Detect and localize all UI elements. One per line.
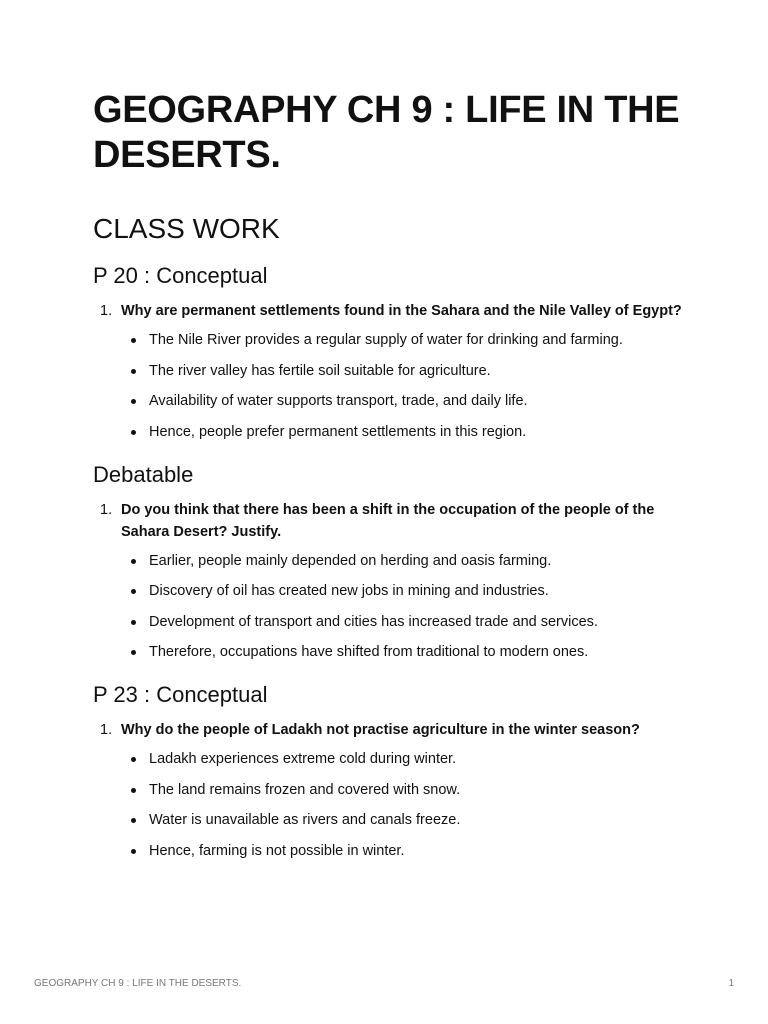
footer-title: GEOGRAPHY CH 9 : LIFE IN THE DESERTS. [34, 978, 242, 989]
section-p20-conceptual [93, 262, 693, 443]
answer-text: Earlier, people mainly depended on herding and oasis farming. [149, 552, 552, 569]
answer-text: Hence, people prefer permanent settlements in this region. [149, 423, 527, 440]
answer-list [121, 329, 693, 443]
bullet-icon [131, 788, 136, 793]
bullet-icon [131, 849, 136, 854]
answer-text: Ladakh experiences extreme cold during winter. [149, 751, 457, 767]
answer-item [121, 550, 693, 572]
question-list [93, 719, 693, 862]
answer-text: Therefore, occupations have shifted from traditional to modern ones. [149, 644, 589, 660]
bullet-icon [131, 430, 136, 435]
section-p23-conceptual [93, 681, 693, 862]
answer-item [121, 641, 693, 663]
question-number: 1. [100, 501, 113, 518]
answer-text: Availability of water supports transport, trade, and daily life. [149, 393, 528, 409]
document-page [93, 88, 693, 880]
answer-text: Hence, farming is not possible in winter. [149, 842, 405, 859]
section-debatable [93, 461, 693, 664]
answer-item [121, 329, 693, 351]
question-number: 1. [100, 722, 113, 738]
answer-text: Water is unavailable as rivers and canals freeze. [149, 812, 461, 828]
answer-item [121, 421, 693, 443]
section-heading: CLASS WORK [93, 213, 280, 244]
answer-item [121, 748, 693, 770]
answer-text: Development of transport and cities has increased trade and services. [149, 613, 598, 630]
answer-text: The Nile River provides a regular supply of water for drinking and farming. [149, 332, 623, 348]
bullet-icon [131, 589, 136, 594]
question-text: Why are permanent settlements found in the Sahara and the Nile Valley of Egypt? [121, 303, 682, 319]
question-text: Why do the people of Ladakh not practise agriculture in the winter season? [121, 722, 640, 738]
subsection-heading: P 20 : Conceptual [93, 263, 268, 288]
answer-item [121, 779, 693, 801]
question-number: 1. [100, 303, 113, 319]
question-item [93, 499, 693, 664]
answer-list [121, 748, 693, 862]
answer-item [121, 840, 693, 862]
answer-text: Discovery of oil has created new jobs in mining and industries. [149, 583, 549, 599]
bullet-icon [131, 757, 136, 762]
page-number: 1 [728, 978, 734, 989]
answer-list [121, 550, 693, 664]
subsection-heading: P 23 : Conceptual [93, 682, 268, 707]
subsection-heading: Debatable [93, 461, 194, 487]
question-text: Do you think that there has been a shift in the occupation of the people of the Sahara Desert? Justify. [121, 501, 655, 540]
bullet-icon [131, 559, 136, 564]
question-list [93, 499, 693, 664]
answer-item [121, 360, 693, 382]
bullet-icon [131, 369, 136, 374]
bullet-icon [131, 818, 136, 823]
answer-item [121, 580, 693, 602]
question-item [93, 719, 693, 862]
answer-item [121, 611, 693, 633]
question-item [93, 300, 693, 443]
document-title: GEOGRAPHY CH 9 : LIFE IN THE DESERTS. [93, 89, 680, 176]
answer-text: The land remains frozen and covered with snow. [149, 781, 461, 798]
bullet-icon [131, 650, 136, 655]
answer-item [121, 809, 693, 831]
bullet-icon [131, 620, 136, 625]
answer-text: The river valley has fertile soil suitable for agriculture. [149, 362, 491, 379]
bullet-icon [131, 338, 136, 343]
bullet-icon [131, 399, 136, 404]
question-list [93, 300, 693, 443]
answer-item [121, 390, 693, 412]
